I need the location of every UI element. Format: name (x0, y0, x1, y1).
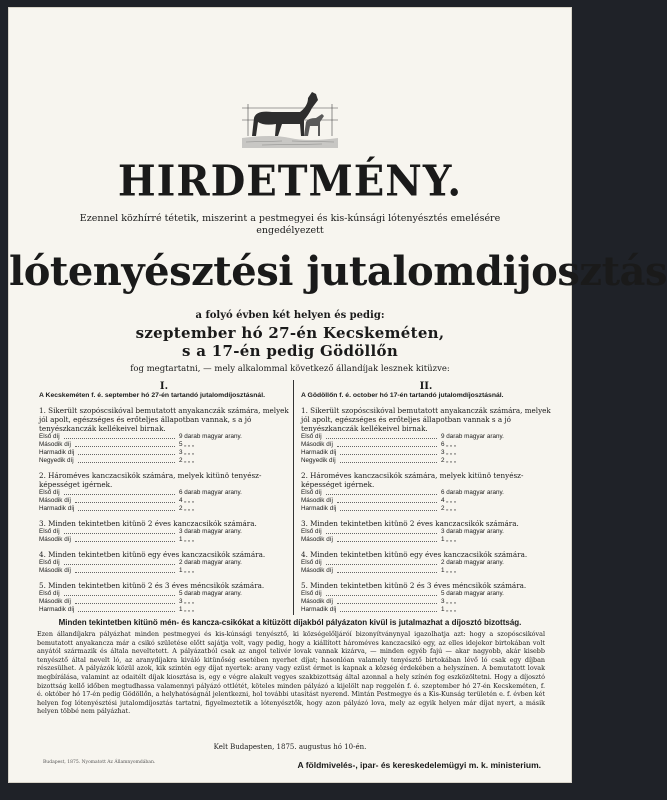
rules-paragraph: Ezen állandíjakra pályázhat minden pestmegyei és kis-kúnsági tenyésztő, ki községelőljáróí bizonyítványnyal igazolhatja azt: hogy a szopóscsikóval bemutatott anyakancza már a csikó születése előtt sajátja volt, vagy pedig, hogy a kiállított hároméves kanczacsikó egy, az elles idejekor birtokában volt anyától származik és általa neveltetett. A pályázatból csak az angol telivér lovak vannak kizárva, — minden egyéb fajú — akar nagyobb, akár kisebb tenyésztő által nevelt ló, az aranydíjakra kiváló kitünőség esetében nyerhet díjat; hasonlóan valamely tenyésztő birtokában lévő ló csak egy díjban részesülhet. A pályázók közül azok, kik szintén egy díjat nyertek: arany vagy ezüst érmet is kapnak a község érdekében a helyszínen. A bemutatott lovak megbírálása, valamint az odaitélt díjak kiosztása is, egy e végre alakult vegyes szakbizottság által azonnal a hely színén fog eszközöltetni. Hogy a díjosztó bizottság kellő időben megtudhassa valamennyi pályázó ottlétét, köteles minden pályázó a kijelölt nap reggelén f. é. szeptember hó 27-én Kecskeméten, f. é. október hó 17-én pedig Gödöllőn, a helyhatóságnál jelentkezni, hol további utasítást nyerend. Mintán Pestmegye és a Kis-Kunság területén e. f. évben két helyen fog lótenyésztési jutalomdíjosztás tartatni, figyelmeztetik a lótenyésztők, hogy azon pályázó lova, mely az egyik helyen már díjat nyert, a másik helyen többé nem pályázhat. (37, 630, 545, 716)
prize-row (301, 536, 551, 544)
prize-amount: 9 darab magyar arany. (441, 433, 504, 440)
dot-leader (78, 457, 175, 463)
prize-category: 5. Minden tekintetben kitünö 2 és 3 éves méncsikók számára. (301, 581, 527, 590)
dot-leader (337, 536, 437, 542)
prize-label: Negyedik díj (301, 457, 336, 464)
prize-row (301, 598, 551, 606)
prize-amount: 3 darab magyar arany. (441, 528, 504, 535)
prize-amount: 1 „ „ „ (441, 536, 457, 543)
prize-row (39, 433, 289, 441)
dot-leader (64, 433, 175, 439)
prize-amount: 2 darab magyar arany. (179, 559, 242, 566)
dot-leader (337, 497, 437, 503)
prize-amount: 2 „ „ „ (441, 457, 457, 464)
prize-amount: 6 „ „ „ (441, 441, 457, 448)
prize-amount: 2 darab magyar arany. (441, 559, 504, 566)
column-kecskemet (39, 382, 289, 614)
prize-amount: 1 „ „ „ (179, 567, 195, 574)
prize-amount: 5 darab magyar arany. (441, 590, 504, 597)
prize-row (301, 567, 551, 575)
prize-label: Első díj (39, 489, 60, 496)
prize-label: Első díj (39, 559, 60, 566)
prize-list (39, 489, 289, 513)
prize-category: 2. Hároméves kanczacsikók számára, melyek kitünö tenyész-képességet igérnek. (301, 471, 524, 489)
prize-label: Második díj (301, 441, 333, 448)
prize-amount: 1 „ „ „ (179, 536, 195, 543)
prize-amount: 2 „ „ „ (441, 505, 457, 512)
column-godollo (301, 382, 551, 614)
prize-label: Második díj (39, 497, 71, 504)
prize-amount: 9 darab magyar arany. (179, 433, 242, 440)
prize-label: Első díj (39, 433, 60, 440)
intro-text: Ezennel közhírré tétetik, miszerint a pestmegyei és kis-kúnsági lótenyésztés emelésére engedélyezett (79, 213, 501, 236)
prize-amount: 3 darab magyar arany. (179, 528, 242, 535)
prize-amount: 1 „ „ „ (441, 567, 457, 574)
prize-amount: 3 „ „ „ (179, 598, 195, 605)
prize-label: Első díj (301, 433, 322, 440)
prize-label: Első díj (301, 590, 322, 597)
prize-amount: 3 „ „ „ (179, 449, 195, 456)
prize-row (39, 449, 289, 457)
dot-leader (326, 433, 437, 439)
prize-label: Második díj (301, 598, 333, 605)
subtitle-locations: a folyó évben két helyen és pedig: (195, 310, 385, 321)
prize-amount: 4 „ „ „ (441, 497, 457, 504)
prize-row (301, 606, 551, 614)
prize-row (39, 457, 289, 465)
prize-row (301, 457, 551, 465)
prize-row (301, 441, 551, 449)
prize-category: 3. Minden tekintetben kitünö 2 éves kanczacsikók számára. (301, 519, 519, 528)
dot-leader (64, 559, 175, 565)
dot-leader (75, 441, 175, 447)
prize-category: 4. Minden tekintetben kitünö egy éves kanczacsikók számára. (39, 550, 266, 559)
prize-row (39, 606, 289, 614)
prize-row (39, 590, 289, 598)
dot-leader (78, 449, 175, 455)
prize-list (39, 528, 289, 544)
prize-category: 4. Minden tekintetben kitünö egy éves kanczacsikók számára. (301, 550, 528, 559)
prize-label: Harmadik díj (301, 505, 337, 512)
prize-row (39, 567, 289, 575)
prize-amount: 4 „ „ „ (179, 497, 195, 504)
headline: lótenyésztési jutalomdijosztás (9, 248, 667, 295)
prize-category: 3. Minden tekintetben kitünö 2 éves kanczacsikók számára. (39, 519, 257, 528)
prize-amount: 5 darab magyar arany. (179, 590, 242, 597)
prize-label: Harmadik díj (39, 505, 75, 512)
prize-row (301, 590, 551, 598)
subtitle-godollo: s a 17-én pedig Gödöllőn (181, 342, 399, 360)
ministry-signature: A földmivelés-, ipar- és kereskedelemügyi m. k. ministerium. (297, 760, 541, 770)
prize-label: Első díj (301, 559, 322, 566)
prize-row (301, 505, 551, 513)
prize-amount: 1 „ „ „ (441, 606, 457, 613)
column-heading: A Gödöllőn f. é. october hó 17-én tartandó jutalomdíjosztásnál. (301, 392, 504, 399)
prize-list (301, 590, 551, 614)
prize-row (39, 536, 289, 544)
prize-amount: 5 „ „ „ (179, 441, 195, 448)
prize-row (39, 489, 289, 497)
dot-leader (340, 606, 437, 612)
prize-label: Harmadik díj (301, 449, 337, 456)
dot-leader (64, 590, 175, 596)
prize-list (39, 559, 289, 575)
prize-label: Negyedik díj (39, 457, 74, 464)
dot-leader (340, 449, 437, 455)
prize-row (301, 528, 551, 536)
prize-amount: 2 „ „ „ (179, 505, 195, 512)
prize-label: Első díj (39, 590, 60, 597)
prize-label: Harmadik díj (39, 449, 75, 456)
prize-row (39, 505, 289, 513)
poster-sheet (9, 8, 667, 782)
prize-row (301, 497, 551, 505)
dot-leader (75, 536, 175, 542)
prize-list (301, 433, 551, 465)
prize-label: Második díj (39, 536, 71, 543)
prize-label: Első díj (301, 528, 322, 535)
dot-leader (337, 567, 437, 573)
prize-row (39, 528, 289, 536)
prize-label: Első díj (39, 528, 60, 535)
prize-row (39, 559, 289, 567)
dot-leader (340, 505, 437, 511)
dot-leader (326, 489, 437, 495)
prize-amount: 6 darab magyar arany. (441, 489, 504, 496)
column-heading: A Kecskeméten f. é. september hó 27-én tartandó jutalomdíjosztásnál. (39, 392, 265, 399)
poster-title: HIRDETMÉNY. (117, 156, 463, 207)
dot-leader (78, 505, 175, 511)
prize-row (39, 441, 289, 449)
dot-leader (340, 457, 437, 463)
prize-label: Második díj (39, 598, 71, 605)
prize-category: 1. Sikerült szopóscsikóval bemutatott anyakanczák számára, melyek jól apolt, egészséges és erőteljes állapotban vannak s a jó tenyészkanczák kellékeivel birnak. (301, 406, 551, 433)
prize-category: 2. Hároméves kanczacsikók számára, melyek kitünö tenyész-képességet igérnek. (39, 471, 262, 489)
dot-leader (64, 528, 175, 534)
prize-row (39, 598, 289, 606)
prize-label: Második díj (39, 441, 71, 448)
column-divider (293, 380, 294, 615)
dot-leader (337, 441, 437, 447)
prize-label: Második díj (301, 497, 333, 504)
printer-imprint: Budapest, 1875. Nyomatott Az Államnyomdában. (43, 760, 156, 765)
prize-row (301, 433, 551, 441)
prize-label: Második díj (301, 536, 333, 543)
dot-leader (78, 606, 175, 612)
dot-leader (75, 567, 175, 573)
prize-amount: 2 „ „ „ (179, 457, 195, 464)
committee-note: Minden tekintetben kitünö mén- és kancza-csikókat a kitüzött díjakból pályázaton kivül is jutalmazhat a díjosztó bizottság. (58, 618, 522, 627)
prize-label: Első díj (301, 489, 322, 496)
column-numeral: I. (159, 381, 169, 392)
prize-amount: 3 „ „ „ (441, 449, 457, 456)
prize-row (301, 489, 551, 497)
dot-leader (75, 598, 175, 604)
horses-illustration (242, 86, 338, 148)
dot-leader (337, 598, 437, 604)
prize-list (39, 590, 289, 614)
prize-label: Második díj (39, 567, 71, 574)
prize-list (301, 489, 551, 513)
prize-amount: 3 „ „ „ (441, 598, 457, 605)
dot-leader (326, 590, 437, 596)
dot-leader (326, 528, 437, 534)
prize-row (301, 449, 551, 457)
prize-label: Második díj (301, 567, 333, 574)
dot-leader (75, 497, 175, 503)
subtitle-kecskemet: szeptember hó 27-én Kecskeméten, (135, 324, 445, 342)
notice-text: fog megtartatni, — mely alkalommal következő állandíjak lesznek kitüzve: (130, 364, 450, 374)
prize-category: 1. Sikerült szopóscsikóval bemutatott anyakanczák számára, melyek jól apolt, egészséges és erőteljes állapotban vannak, s a jó tenyészkanczák kellékeivel birnak. (39, 406, 289, 433)
prize-label: Harmadik díj (39, 606, 75, 613)
prize-row (39, 497, 289, 505)
prize-list (39, 433, 289, 465)
prize-amount: 1 „ „ „ (179, 606, 195, 613)
column-numeral: II. (419, 381, 433, 392)
dot-leader (64, 489, 175, 495)
prize-list (301, 559, 551, 575)
prize-list (301, 528, 551, 544)
prize-category: 5. Minden tekintetben kitünö 2 és 3 éves méncsikók számára. (39, 581, 265, 590)
place-date: Kelt Budapesten, 1875. augustus hó 10-én. (213, 743, 367, 751)
dot-leader (326, 559, 437, 565)
prize-row (301, 559, 551, 567)
prize-amount: 6 darab magyar arany. (179, 489, 242, 496)
prize-label: Harmadik díj (301, 606, 337, 613)
